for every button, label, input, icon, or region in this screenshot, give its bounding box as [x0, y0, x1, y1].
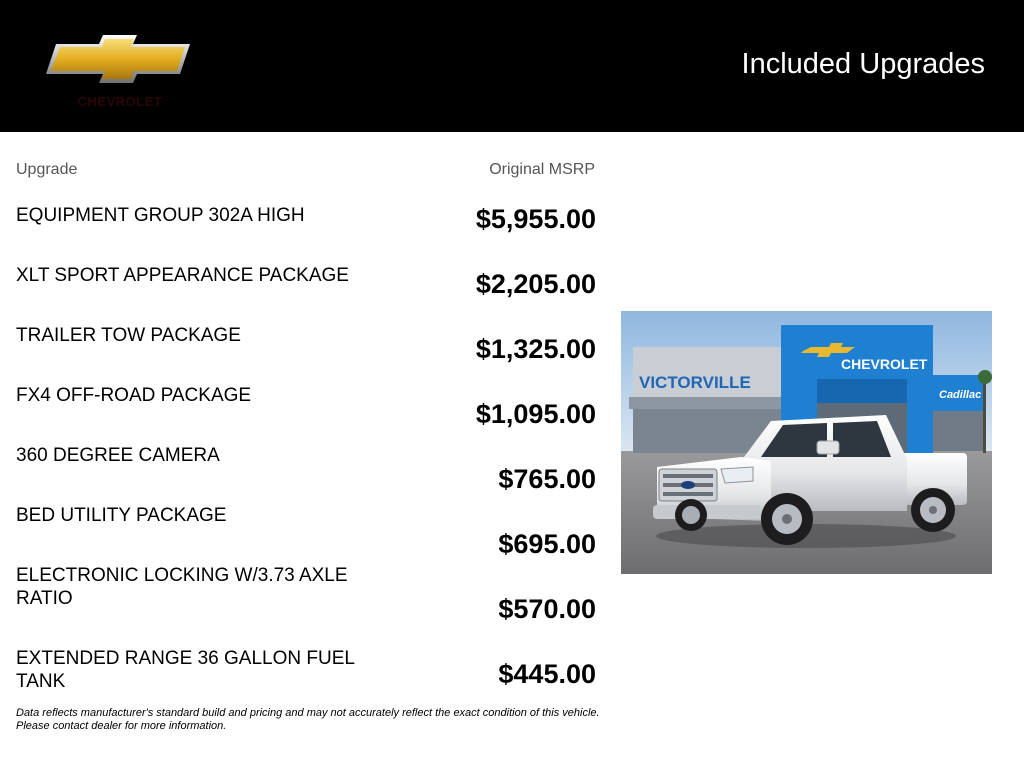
page-title: Included Upgrades [741, 48, 985, 80]
dealer-sign-cadillac: Cadillac [939, 389, 982, 401]
table-row [16, 324, 596, 384]
brand-wordmark: CHEVROLET [77, 94, 163, 109]
vehicle-photo [621, 311, 992, 574]
dealer-sign-victorville: VICTORVILLE [639, 373, 751, 392]
chevrolet-logo [44, 34, 194, 114]
table-row [16, 264, 596, 324]
upgrade-price: $445.00 [498, 659, 596, 689]
upgrade-price: $1,095.00 [475, 399, 596, 429]
table-row [16, 504, 596, 564]
upgrade-price: $570.00 [498, 594, 596, 624]
column-header-msrp: Original MSRP [489, 161, 595, 178]
upgrade-name: EXTENDED RANGE 36 GALLON FUEL TANK [16, 648, 355, 692]
upgrade-name: EQUIPMENT GROUP 302A HIGH [16, 205, 305, 226]
upgrade-name: TRAILER TOW PACKAGE [16, 325, 241, 346]
upgrade-name: 360 DEGREE CAMERA [16, 445, 220, 466]
disclaimer-text: Data reflects manufacturer's standard build and pricing and may not accurately reflect the exact condition of this vehicle. Please contact dealer for more information. [16, 707, 600, 732]
upgrade-name: FX4 OFF-ROAD PACKAGE [16, 385, 252, 406]
upgrade-price: $695.00 [498, 529, 596, 559]
table-row [16, 564, 596, 624]
bowtie-icon [44, 34, 192, 84]
column-header-upgrade: Upgrade [16, 161, 78, 178]
dealer-sign-chevrolet: CHEVROLET [841, 356, 928, 372]
upgrade-name: XLT SPORT APPEARANCE PACKAGE [16, 265, 349, 286]
upgrade-price: $1,325.00 [475, 334, 596, 364]
table-row [16, 384, 596, 444]
upgrade-name: ELECTRONIC LOCKING W/3.73 AXLE RATIO [16, 565, 348, 609]
table-row [16, 204, 596, 264]
page-header [0, 0, 1024, 132]
table-row [16, 444, 596, 504]
table-row [16, 647, 596, 707]
upgrade-price: $5,955.00 [475, 204, 596, 234]
upgrade-price: $2,205.00 [475, 269, 596, 299]
upgrade-name: BED UTILITY PACKAGE [16, 505, 227, 526]
upgrade-price: $765.00 [498, 464, 596, 494]
